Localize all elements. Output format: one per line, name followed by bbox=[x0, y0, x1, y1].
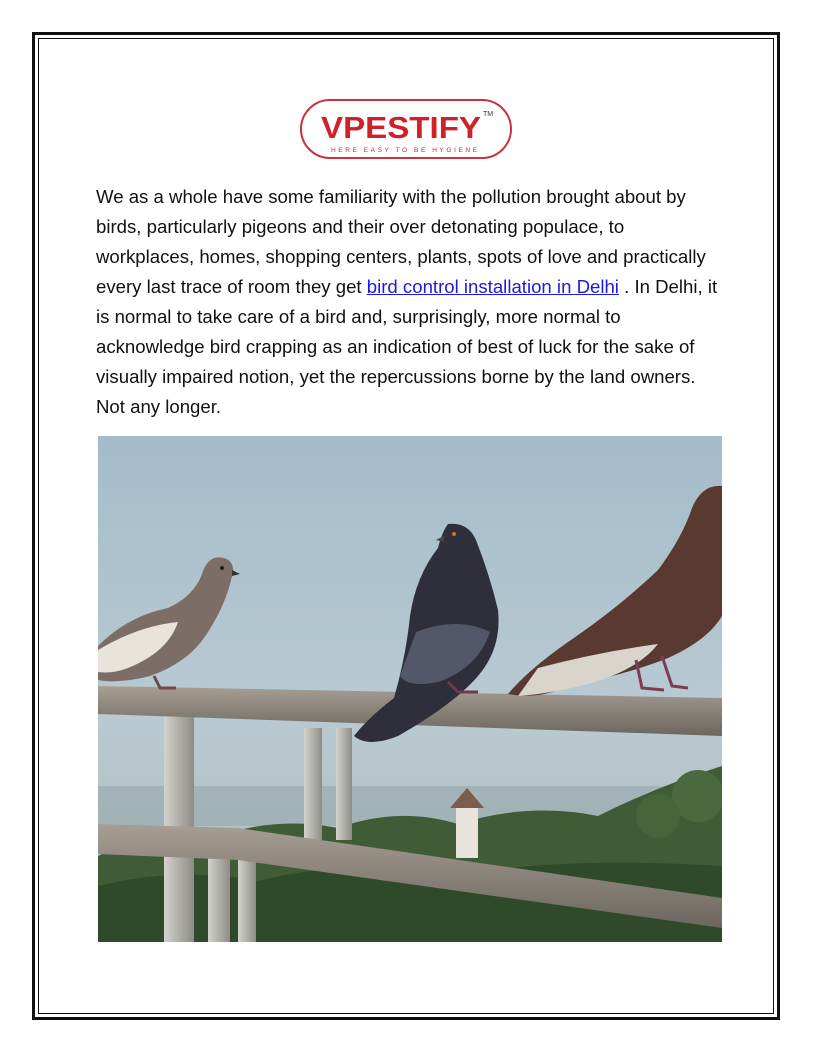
logo-tagline: HERE EASY TO BE HYGIENE bbox=[331, 147, 477, 154]
logo-brand-text: VPESTIFY bbox=[321, 110, 482, 145]
paragraph-text-before-link: We as a whole have some familiarity with the pollution brought about by birds, particularly pigeons and their over detonating populace, to workplaces, homes, shopping centers, plants, spots of love and practically every last trace of room they get bbox=[96, 186, 706, 297]
bird-control-link[interactable]: bird control installation in Delhi bbox=[366, 276, 619, 297]
article-paragraph bbox=[96, 182, 722, 422]
pigeons-photo bbox=[98, 436, 722, 942]
paragraph-text-after-link: . In Delhi, it is normal to take care of a bird and, surprisingly, more normal to acknowledge bird crapping as an indication of best of luck for the sake of visually impaired notion, yet the repercussions borne by the land owners. Not any longer. bbox=[96, 276, 718, 417]
logo-trademark: TM bbox=[483, 111, 494, 118]
vpestify-logo bbox=[299, 98, 513, 162]
